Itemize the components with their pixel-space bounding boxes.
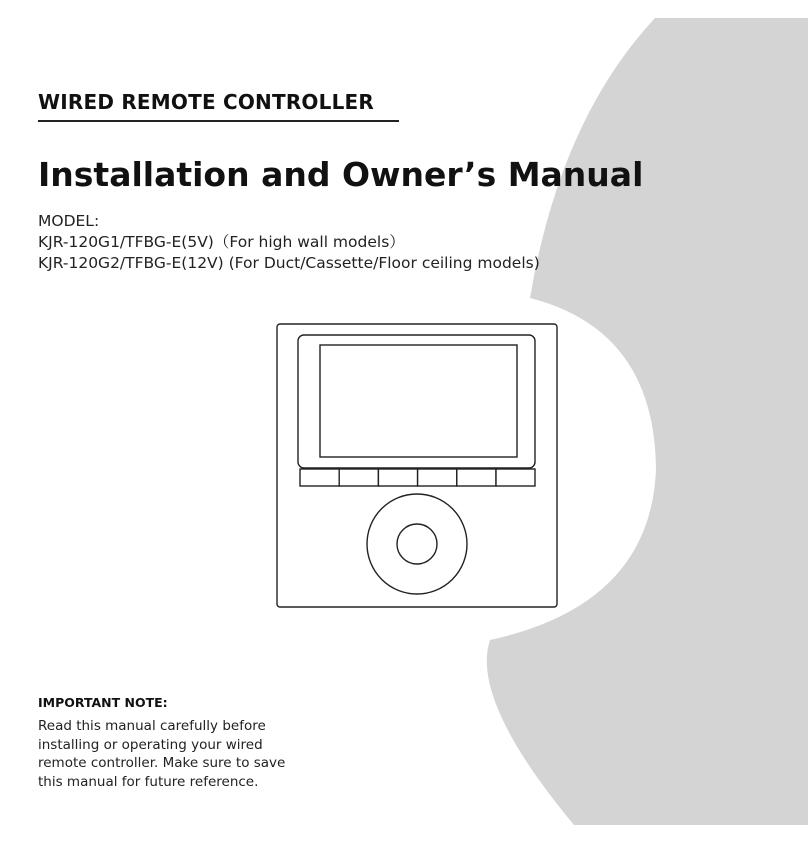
important-note-heading: IMPORTANT NOTE: xyxy=(38,695,168,710)
function-button-3 xyxy=(378,469,417,486)
note-line-3: remote controller. Make sure to save xyxy=(38,755,286,771)
note-line-1: Read this manual carefully before xyxy=(38,718,266,734)
document-header: WIRED REMOTE CONTROLLER xyxy=(38,90,374,114)
function-button-row xyxy=(300,469,535,486)
function-button-2 xyxy=(339,469,378,486)
function-button-1 xyxy=(300,469,339,486)
function-button-6 xyxy=(496,469,535,486)
note-line-4: this manual for future reference. xyxy=(38,773,259,790)
page-title: Installation and Owner’s Manual xyxy=(38,155,644,194)
function-button-5 xyxy=(457,469,496,486)
function-button-4 xyxy=(418,469,457,486)
model-label: MODEL: xyxy=(38,212,100,230)
important-note-text xyxy=(38,717,285,791)
model-line-1: KJR-120G1/TFBG-E(5V)（For high wall models） xyxy=(38,233,405,251)
model-line-2: KJR-120G2/TFBG-E(12V) (For Duct/Cassette/Floor ceiling models) xyxy=(38,254,540,272)
center-button xyxy=(397,524,437,564)
note-line-2: installing or operating your wired xyxy=(38,736,263,753)
display-screen xyxy=(320,345,517,457)
